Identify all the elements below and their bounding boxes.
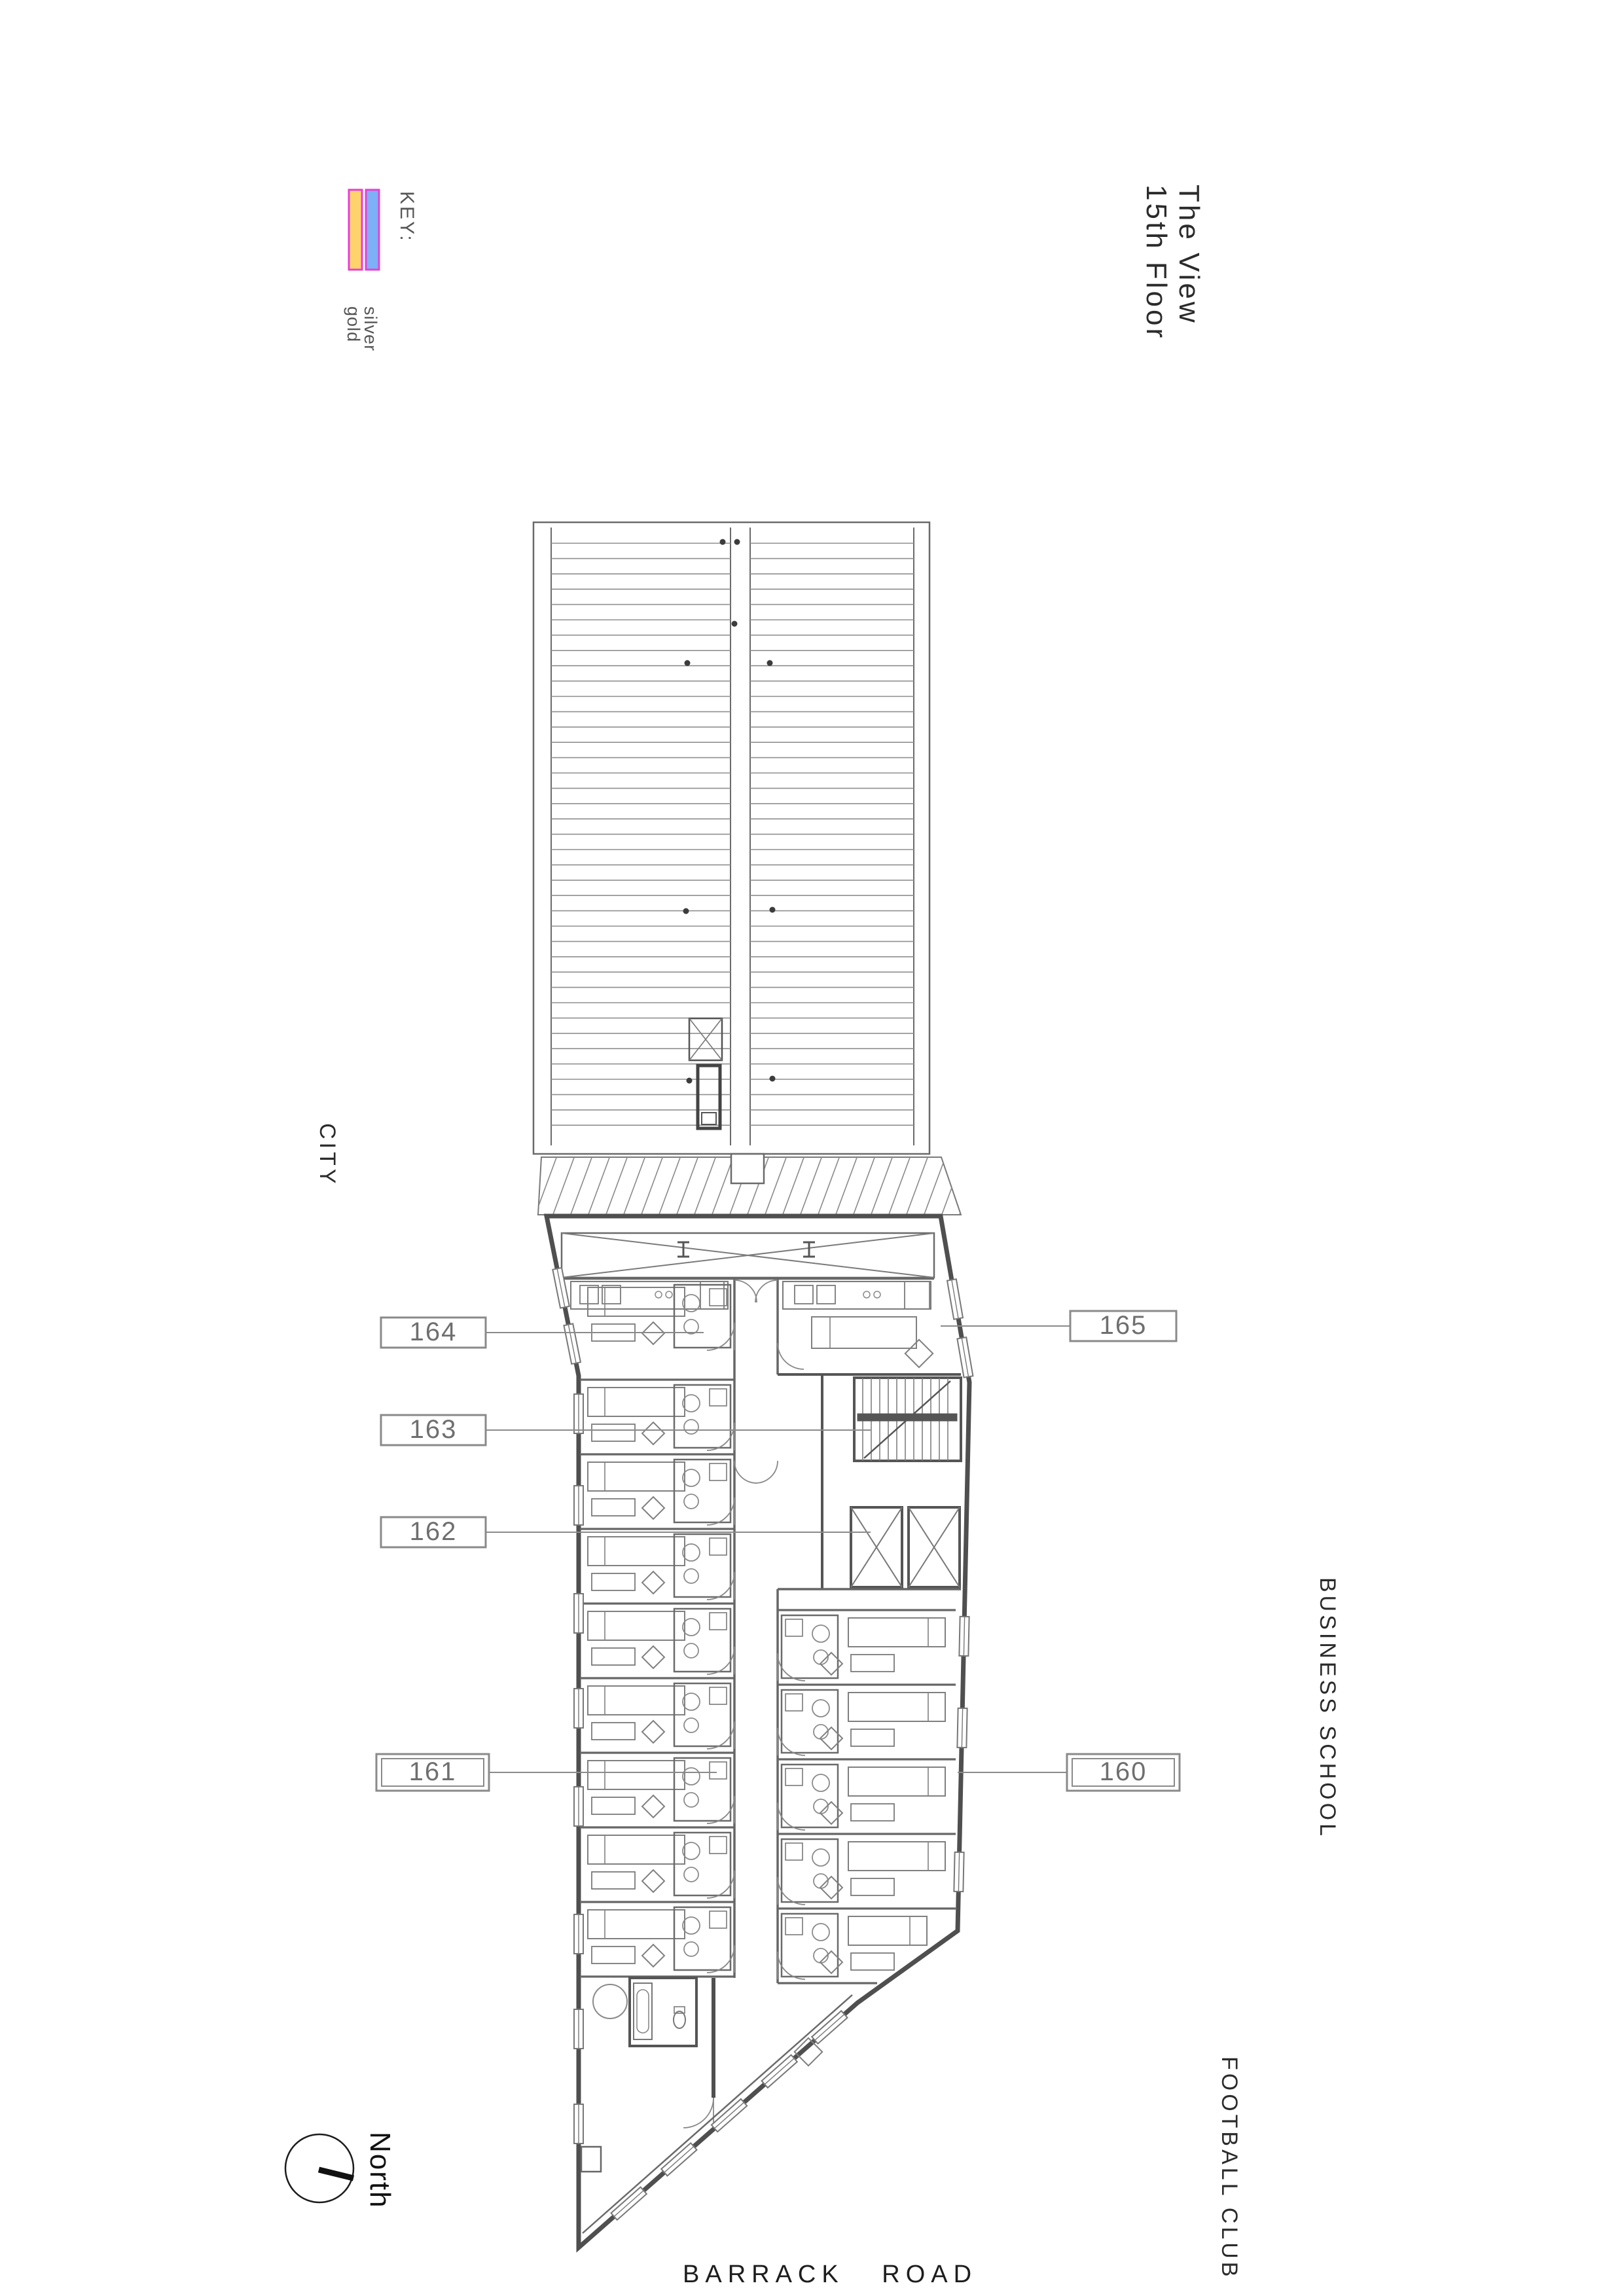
hatched-strip xyxy=(517,1154,999,1216)
svg-text:160: 160 xyxy=(1099,1757,1147,1786)
key-swatch-gold xyxy=(349,190,362,270)
context-label-business-school: BUSINESS SCHOOL xyxy=(1315,1577,1340,1839)
legend-key xyxy=(344,190,418,351)
roof-notch xyxy=(731,1154,764,1183)
svg-text:163: 163 xyxy=(409,1415,458,1444)
svg-text:161: 161 xyxy=(408,1757,457,1786)
street-label-barrack-road: BARRACK ROAD xyxy=(683,2261,978,2288)
north-needle-icon xyxy=(319,2170,353,2178)
context-label-football-club: FOOTBALL CLUB xyxy=(1217,2056,1242,2280)
north-arrow xyxy=(285,2132,396,2209)
north-label: North xyxy=(364,2132,396,2209)
building-outline xyxy=(547,1216,969,2248)
building xyxy=(547,1216,973,2248)
key-label-gold: gold xyxy=(344,306,363,343)
title-line-2: 15th Floor xyxy=(1140,185,1172,341)
room-label-160 xyxy=(958,1754,1180,1791)
room-label-165 xyxy=(941,1311,1176,1341)
context-label-city: CITY xyxy=(315,1123,340,1187)
key-heading: KEY: xyxy=(396,191,418,243)
key-label-silver: silver xyxy=(361,306,380,352)
svg-text:164: 164 xyxy=(409,1318,458,1346)
key-swatch-silver xyxy=(366,190,379,270)
roof-deck xyxy=(533,522,929,1204)
roof-outline xyxy=(533,522,929,1154)
sheet-title xyxy=(1140,185,1205,340)
svg-text:165: 165 xyxy=(1099,1311,1147,1340)
svg-text:162: 162 xyxy=(409,1517,458,1546)
title-line-1: The View xyxy=(1173,185,1205,325)
